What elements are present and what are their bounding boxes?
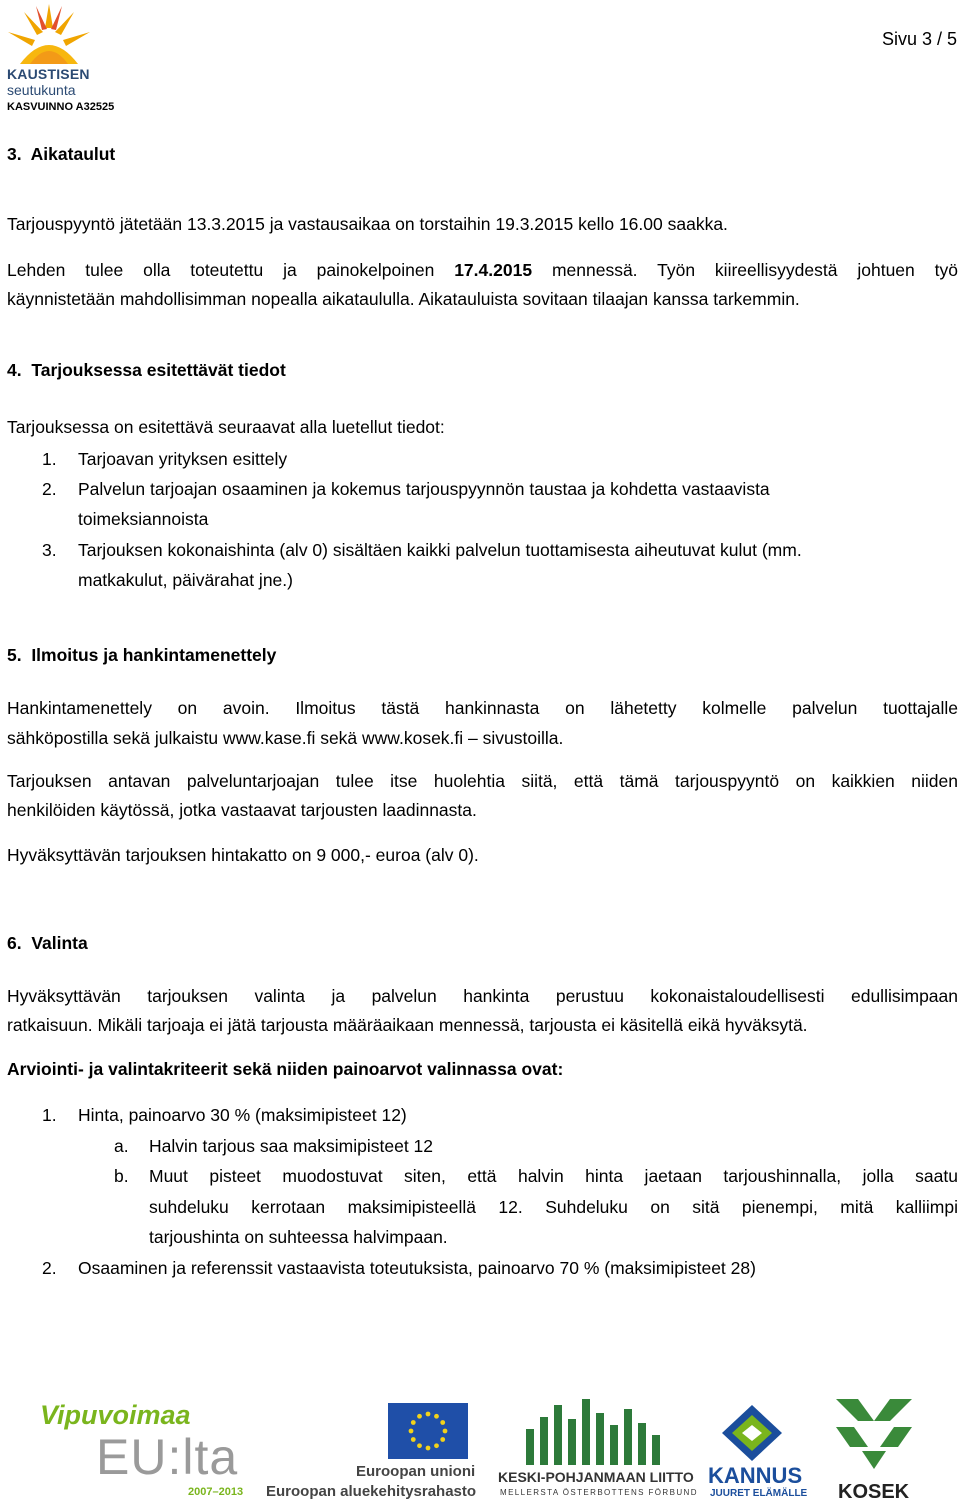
section5-para2-line2: henkilöiden käytössä, jotka vastaavat tarjousten laadinnasta.	[7, 800, 477, 820]
kosek-logo-icon	[836, 1399, 912, 1475]
eu-star-icon	[426, 1412, 431, 1417]
eu-star-icon	[409, 1429, 414, 1434]
criteria-sub-item-cont: tarjoushinta on suhteessa halvimpaan.	[149, 1227, 448, 1247]
section5-para1-line2: sähköpostilla sekä julkaistu www.kase.fi sekä www.kosek.fi – sivustoilla.	[7, 728, 564, 748]
logo-code: KASVUINNO A32525	[7, 101, 115, 113]
section3-para1: Tarjouspyyntö jätetään 13.3.2015 ja vastausaikaa on torstaihin 19.3.2015 kello 16.00 saakka.	[7, 214, 728, 234]
criteria-sub-item: Halvin tarjous saa maksimipisteet 12	[149, 1136, 434, 1156]
page-number: Sivu 3 / 5	[881, 29, 957, 49]
section6-para1-line1: Hyväksyttävän tarjouksen valinta ja palvelun hankinta perustuu kokonaistaloudellisesti edullisimpaan	[7, 986, 958, 1006]
section5-para1-line1: Hankintamenettely on avoin. Ilmoitus tästä hankinnasta on lähetetty kolmelle palvelun tuottajalle	[7, 698, 958, 718]
kosek-text: KOSEK	[838, 1481, 910, 1503]
criteria-sub-num: a.	[114, 1136, 129, 1156]
eulta-years: 2007–2013	[188, 1486, 244, 1498]
footer-logos	[0, 1395, 960, 1506]
eu-star-icon	[440, 1420, 445, 1425]
eu-flag-icon	[388, 1403, 468, 1459]
criteria-sub-item-cont: suhdeluku kerrotaan maksimipisteellä 12. Suhdeluku on sitä pienempi, mitä kalliimpi	[149, 1197, 958, 1217]
eu-star-icon	[434, 1414, 439, 1419]
sun-logo-icon	[6, 4, 92, 66]
section4-heading: 4. Tarjouksessa esitettävät tiedot	[7, 360, 286, 380]
section5-para2-line1: Tarjouksen antavan palveluntarjoajan tulee itse huolehtia siitä, että tämä tarjouspyyntö on kaikkien niiden	[7, 771, 958, 791]
list-item-cont: toimeksiannoista	[78, 509, 209, 529]
section6-heading: 6. Valinta	[7, 933, 88, 953]
deadline-date: 17.4.2015	[454, 260, 533, 280]
eu-line2: Euroopan aluekehitysrahasto	[266, 1483, 477, 1500]
criteria-num: 1.	[42, 1105, 57, 1125]
vipuvoimaa-logo-text: Vipuvoimaa	[40, 1400, 191, 1430]
eulta-logo-text: EU:lta	[96, 1429, 239, 1485]
header-logo	[4, 4, 134, 114]
kannus-logo-icon	[722, 1405, 782, 1461]
criteria-num: 2.	[42, 1258, 57, 1278]
logo-title: KAUSTISEN	[7, 66, 90, 82]
criteria-sub-num: b.	[114, 1166, 129, 1186]
list-item-num: 3.	[42, 540, 57, 560]
criteria-sub-item: Muut pisteet muodostuvat siten, että halvin hinta jaetaan tarjoushinnalla, jolla saatu	[149, 1166, 958, 1186]
criteria-heading: Arviointi- ja valintakriteerit sekä niiden painoarvot valinnassa ovat:	[7, 1059, 564, 1079]
eu-star-icon	[411, 1437, 416, 1442]
eu-star-icon	[443, 1429, 448, 1434]
eu-star-icon	[411, 1420, 416, 1425]
eu-star-icon	[426, 1446, 431, 1451]
keski-pohjanmaa-line1: KESKI-POHJANMAAN LIITTO	[498, 1469, 694, 1485]
keski-pohjanmaa-line2: MELLERSTA ÖSTERBOTTENS FÖRBUND	[500, 1488, 698, 1497]
list-item-num: 2.	[42, 479, 57, 499]
section5-para3: Hyväksyttävän tarjouksen hintakatto on 9 000,- euroa (alv 0).	[7, 845, 479, 865]
list-item: Palvelun tarjoajan osaaminen ja kokemus tarjouspyynnön taustaa ja kohdetta vastaavista	[78, 479, 770, 499]
logo-subtitle: seutukunta	[7, 82, 76, 98]
section4-intro: Tarjouksessa on esitettävä seuraavat alla luetellut tiedot:	[7, 417, 445, 437]
section6-para1-line2: ratkaisuun. Mikäli tarjoaja ei jätä tarjousta määräaikaan mennessä, tarjousta ei käsitellä eikä hyväksytä.	[7, 1015, 808, 1035]
section3-heading: 3. Aikataulut	[7, 144, 116, 164]
keski-pohjanmaa-logo-icon	[496, 1399, 686, 1465]
eu-star-icon	[417, 1443, 422, 1448]
section3-para2-line2: käynnistetään mahdollisimman nopealla aikataululla. Aikatauluista sovitaan tilaajan kanssa tarkemmin.	[7, 289, 800, 309]
list-item: Tarjouksen kokonaishinta (alv 0) sisältäen kaikki palvelun tuottamisesta aiheutuvat kulut (mm.	[78, 540, 802, 560]
eu-star-icon	[434, 1443, 439, 1448]
criteria-item: Osaaminen ja referenssit vastaavista toteutuksista, painoarvo 70 % (maksimipisteet 28)	[78, 1258, 756, 1278]
list-item-cont: matkakulut, päivärahat jne.)	[78, 570, 293, 590]
list-item-num: 1.	[42, 449, 57, 469]
list-item: Tarjoavan yrityksen esittely	[78, 449, 288, 469]
para2-text-b: mennessä. Työn kiireellisyydestä johtuen työ	[532, 260, 958, 280]
kannus-line2: JUURET ELÄMÄLLE	[710, 1488, 808, 1499]
criteria-item: Hinta, painoarvo 30 % (maksimipisteet 12)	[78, 1105, 407, 1125]
para2-text-a: Lehden tulee olla toteutettu ja painokelpoinen	[7, 260, 455, 280]
kannus-line1: KANNUS	[708, 1463, 803, 1488]
eu-star-icon	[417, 1414, 422, 1419]
section3-para2-line1	[7, 259, 958, 281]
eu-star-icon	[440, 1437, 445, 1442]
eu-line1: Euroopan unioni	[356, 1463, 476, 1480]
section5-heading: 5. Ilmoitus ja hankintamenettely	[7, 645, 277, 665]
